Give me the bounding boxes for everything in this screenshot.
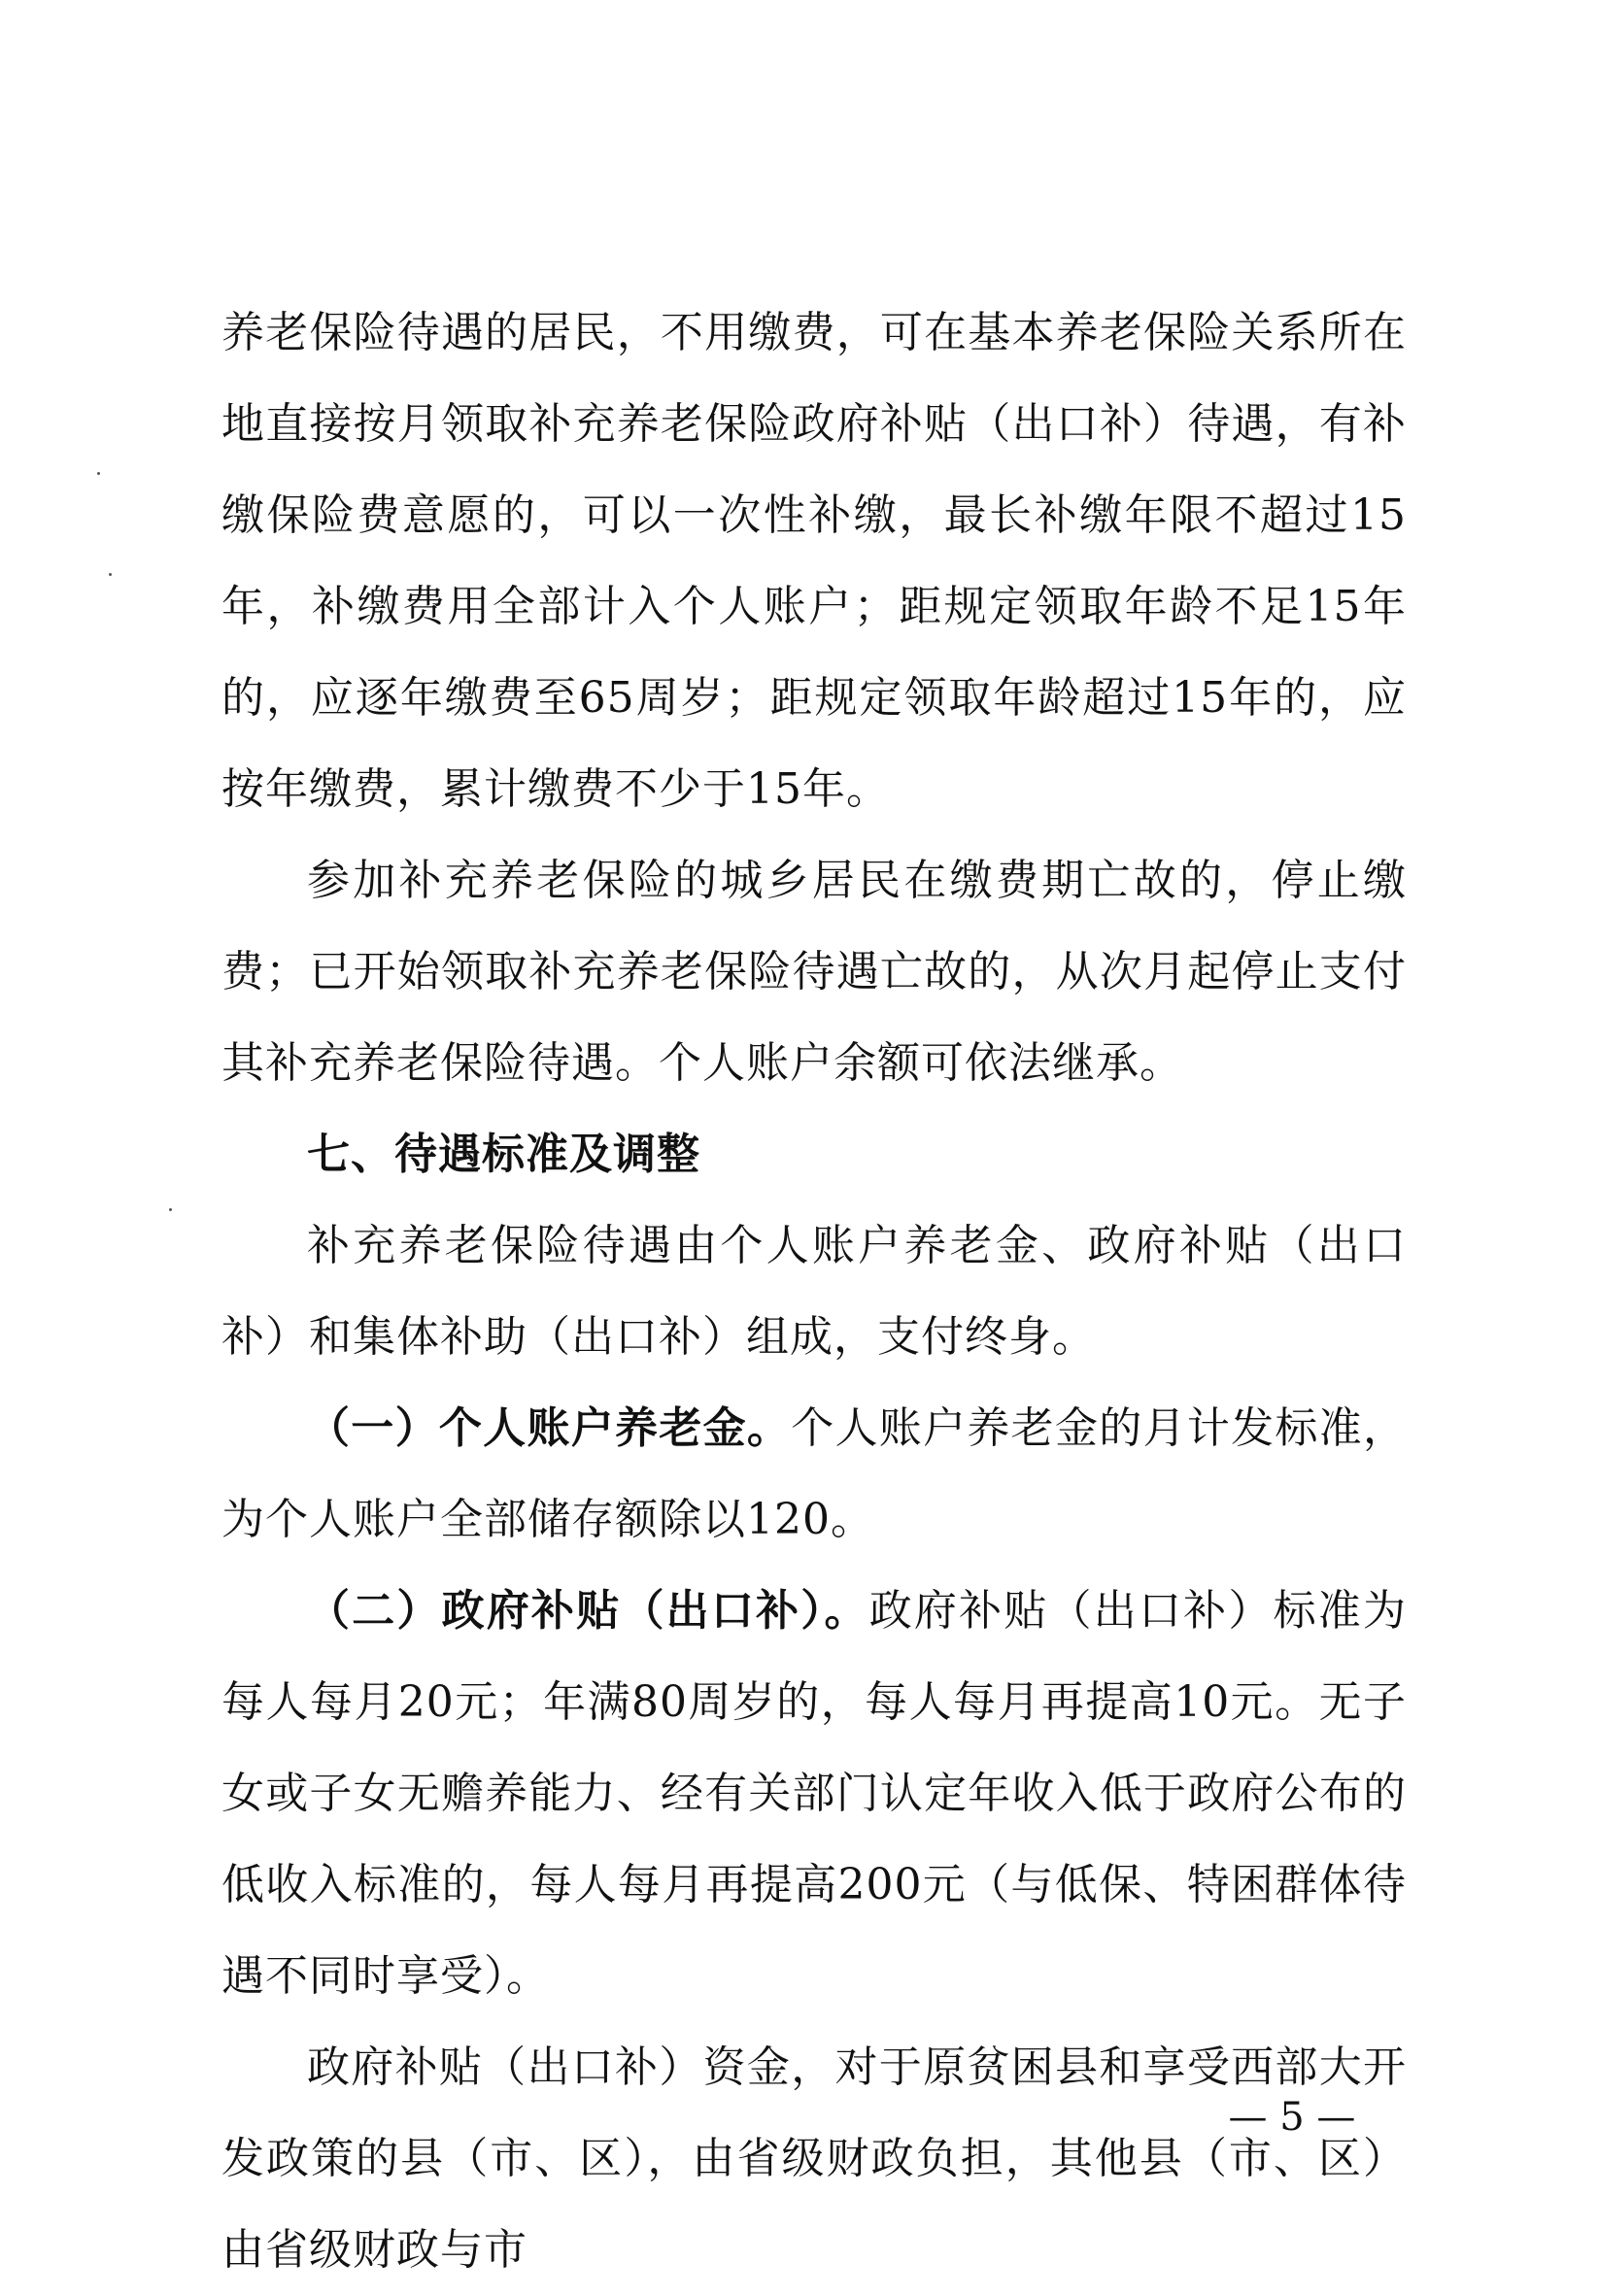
page-number: — 5 — [1228, 2095, 1356, 2140]
paragraph-text: 政府补贴（出口补）资金，对于原贫困县和享受西部大开发政策的县（市、区），由省级财政负担，其他县（市、区）由省级财政与市 [221, 2043, 1407, 2275]
paragraph-government-subsidy [221, 1566, 1407, 2022]
heading-text: 七、待遇标准及调整 [307, 1130, 700, 1179]
paragraph-continuation [221, 287, 1407, 835]
paragraph-text: 养老保险待遇的居民，不用缴费，可在基本养老保险关系所在地直接按月领取补充养老保险政府补贴（出口补）待遇，有补缴保险费意愿的，可以一次性补缴，最长补缴年限不超过15年，补缴费用全部计入个人账户；距规定领取年龄不足15年的，应逐年缴费至65周岁；距规定领取年龄超过15年的，应按年缴费，累计缴费不少于15年。 [221, 308, 1407, 814]
paragraph-deceased-participants [221, 835, 1407, 1109]
paragraph-text: 补充养老保险待遇由个人账户养老金、政府补贴（出口补）和集体补助（出口补）组成，支付终身。 [221, 1221, 1407, 1362]
subsection-lead: （一）个人账户养老金。 [307, 1403, 792, 1453]
paragraph-benefit-composition [221, 1200, 1407, 1383]
subsection-lead: （二）政府补贴（出口补）。 [307, 1586, 869, 1636]
scan-speck [97, 472, 100, 475]
paragraph-text: 个人账户养老金的月计发标准，为个人账户全部储存额除以120。 [221, 1403, 1408, 1544]
paragraph-text: 政府补贴（出口补）标准为每人每月20元；年满80周岁的，每人每月再提高10元。无子女或子女无赡养能力、经有关部门认定年收入低于政府公布的低收入标准的，每人每月再提高200元（与低保、特困群体待遇不同时享受）。 [221, 1586, 1408, 2001]
section-heading-benefit-standards [221, 1109, 1407, 1200]
scan-speck [169, 1208, 172, 1211]
paragraph-personal-account-pension [221, 1383, 1407, 1566]
paragraph-text: 参加补充养老保险的城乡居民在缴费期亡故的，停止缴费；已开始领取补充养老保险待遇亡故的，从次月起停止支付其补充养老保险待遇。个人账户余额可依法继承。 [221, 856, 1407, 1088]
paragraph-subsidy-funding [221, 2022, 1407, 2296]
document-body [221, 287, 1407, 2296]
scan-speck [109, 573, 112, 576]
